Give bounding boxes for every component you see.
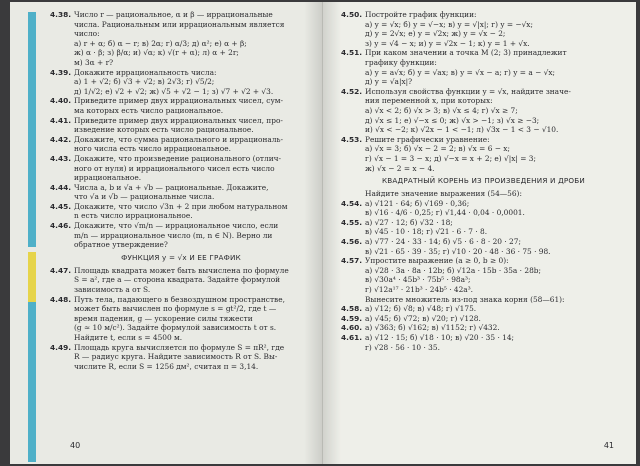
page-number-right: 41 <box>603 441 614 450</box>
exercise-text: число: <box>74 29 100 39</box>
exercise-number <box>50 48 74 58</box>
exercise-number <box>50 285 74 295</box>
exercise-text: а) √121 · 64; б) √169 · 0,36; <box>365 198 470 208</box>
text-line <box>50 125 312 135</box>
text-line <box>341 106 626 116</box>
exercise-text: иррациональное. <box>74 173 142 183</box>
exercise-number <box>50 192 74 202</box>
exercise-number: 4.42. <box>50 134 72 144</box>
exercise-line <box>341 199 626 209</box>
exercise-text: зависимость a от S. <box>74 285 151 295</box>
exercise-text: а) 1 + √2; б) √3 + √2; в) 2√3; г) √5/2; <box>74 77 215 87</box>
exercise-text: а) y = a√x; б) y = √ax; в) y = √x − a; г) y = a − √x; <box>365 67 556 77</box>
page-number-left: 40 <box>70 441 81 450</box>
exercise-text: а) √x < 2; б) √x > 3; в) √x ≤ 4; г) √x ≥ 7; <box>365 105 518 115</box>
exercise-text: Площадь круга вычисляется по формуле S = πR², где <box>74 342 285 352</box>
exercise-number <box>341 247 365 257</box>
exercise-text: ж) √x − 2 = x − 4. <box>365 163 435 173</box>
exercise-line <box>50 96 312 106</box>
exercise-line <box>341 87 626 97</box>
exercise-text: ного числа есть число иррациональное. <box>74 144 231 154</box>
exercise-line <box>50 68 312 78</box>
exercise-number <box>341 29 365 39</box>
text-line <box>50 231 312 241</box>
exercise-text: ж) α · β; з) β/α; и) √α; к) √(r + α); л) α + 2r; <box>74 48 239 58</box>
textbook-spread <box>10 2 636 464</box>
exercise-line <box>341 256 626 266</box>
exercise-number <box>341 106 365 116</box>
exercise-text: в) √45 · 10 · 18; г) √21 · 6 · 7 · 8. <box>365 227 488 237</box>
exercise-number <box>341 68 365 78</box>
text-line <box>341 77 626 87</box>
exercise-number <box>50 314 74 324</box>
exercise-number <box>50 304 74 314</box>
exercise-text: Найдите t, если s = 4500 м. <box>74 333 183 342</box>
exercise-number <box>341 39 365 49</box>
exercise-line <box>341 333 626 343</box>
exercise-text: R — радиус круга. Найдите зависимость R от S. Вы- <box>74 352 278 362</box>
exercise-number <box>341 343 365 353</box>
right-page-content <box>341 10 626 352</box>
exercise-line <box>50 183 312 193</box>
exercise-text: Приведите пример двух иррациональных чисел, про- <box>74 115 283 125</box>
exercise-text: Числа a, b и √a + √b — рациональные. Докажите, <box>74 182 269 192</box>
text-line <box>341 144 626 154</box>
exercise-number <box>341 275 365 285</box>
text-line <box>341 58 626 68</box>
exercise-text: а) √12 · 15; б) √18 · 10; в) √20 · 35 · 14; <box>365 333 515 342</box>
exercise-number <box>50 39 74 49</box>
text-line <box>341 266 626 276</box>
exercise-number <box>341 125 365 135</box>
exercise-text: з) y = √4 − x; и) y = √2x − 1; к) y = 1 + √x. <box>365 38 530 48</box>
exercise-line <box>50 295 312 305</box>
exercise-text: и) √x < −2; к) √2x − 1 < −1; л) √3x − 1 < 3 − √10. <box>365 125 559 135</box>
gutter-shadow <box>323 2 341 464</box>
exercise-number: 4.54. <box>341 198 363 208</box>
exercise-number <box>50 164 74 174</box>
exercise-number <box>341 58 365 68</box>
exercise-number <box>341 266 365 276</box>
exercise-number <box>341 208 365 218</box>
exercise-line <box>341 314 626 324</box>
margin-stripe-yellow <box>28 252 36 302</box>
exercise-line <box>50 266 312 276</box>
exercise-text: а) √x = 3; б) √x − 2 = 2; в) √x = 6 − x; <box>365 144 510 154</box>
exercise-line <box>50 221 312 231</box>
exercise-text: может быть вычислен по формуле s = gt²/2, где t — <box>74 304 277 314</box>
exercise-text: Найдите значение выражения (54—56): <box>365 189 522 199</box>
exercise-number <box>341 295 365 305</box>
exercise-text: м) 3α + r? <box>74 57 114 67</box>
exercise-number: 4.55. <box>341 217 363 227</box>
exercise-number: 4.49. <box>50 342 72 352</box>
text-line <box>50 275 312 285</box>
exercise-line <box>341 237 626 247</box>
exercise-number: 4.59. <box>341 313 363 323</box>
exercise-line <box>50 116 312 126</box>
exercise-text: д) y = √a|x|? <box>365 77 413 87</box>
text-line <box>341 208 626 218</box>
exercise-text: в) √30a⁴ · 45b³ · 75b⁵ · 98a³; <box>365 275 471 285</box>
text-line <box>341 275 626 285</box>
exercise-text: а) √45; б) √72; в) √20; г) √128. <box>365 313 481 323</box>
text-line <box>50 192 312 202</box>
text-line <box>341 39 626 49</box>
exercise-text: обратное утверждение? <box>74 240 168 250</box>
exercise-number: 4.47. <box>50 265 72 275</box>
exercise-number <box>341 77 365 87</box>
exercise-text: ния переменной x, при которых: <box>365 96 493 106</box>
exercise-number <box>50 144 74 154</box>
exercise-number <box>50 29 74 39</box>
exercise-line <box>50 10 312 20</box>
exercise-number <box>341 285 365 295</box>
exercise-line <box>341 48 626 58</box>
text-line <box>341 154 626 164</box>
text-line <box>341 285 626 295</box>
text-line <box>50 173 312 183</box>
exercise-text: г) √12a¹⁷ · 21b³ · 24b⁵ · 42a³. <box>365 285 474 295</box>
exercise-number <box>50 173 74 183</box>
section-heading: ФУНКЦИЯ y = √x И ЕЕ ГРАФИК <box>121 252 241 262</box>
text-line <box>50 87 312 97</box>
exercise-text: Используя свойства функции y = √x, найдите значе- <box>365 86 571 96</box>
exercise-number: 4.50. <box>341 10 363 19</box>
exercise-text: (g ≈ 10 м/с²). Задайте формулой зависимость t от s. <box>74 323 277 333</box>
exercise-number <box>50 323 74 333</box>
exercise-number <box>50 20 74 30</box>
exercise-text: Докажите, что сумма рационального и иррациональ- <box>74 134 283 144</box>
exercise-number <box>341 227 365 237</box>
exercise-line <box>341 323 626 333</box>
exercise-number: 4.44. <box>50 182 72 192</box>
exercise-text: Постройте график функции: <box>365 10 477 19</box>
exercise-line <box>341 135 626 145</box>
exercise-number <box>341 144 365 154</box>
text-line <box>341 247 626 257</box>
exercise-number: 4.56. <box>341 237 363 247</box>
exercise-text: m/n — иррациональное число (m, n ∈ N). Верно ли <box>74 230 273 240</box>
exercise-text: г) √x − 1 = 3 − x; д) √−x = x + 2; е) √|x| = 3; <box>365 153 536 163</box>
text-line <box>50 39 312 49</box>
exercise-number: 4.51. <box>341 48 363 58</box>
text-line <box>50 164 312 174</box>
exercise-number: 4.39. <box>50 67 72 77</box>
exercise-number: 4.60. <box>341 323 363 333</box>
exercise-number <box>50 58 74 68</box>
exercise-text: Докажите, что √m/n — иррациональное число, если <box>74 221 279 231</box>
exercise-text: Приведите пример двух иррациональных чисел, сум- <box>74 96 284 106</box>
exercise-text: а) √363; б) √162; в) √1152; г) √432. <box>365 323 500 333</box>
text-line <box>50 333 312 343</box>
exercise-number: 4.48. <box>50 294 72 304</box>
exercise-text: ного от нуля) и иррационального чисел есть число <box>74 163 275 173</box>
exercise-text: в) √16 · 4/6 · 0,25; г) √1,44 · 0,04 · 0,0001. <box>365 208 525 218</box>
right-page <box>323 2 636 464</box>
exercise-text: а) √27 · 12; б) √32 · 18; <box>365 217 453 227</box>
text-line <box>50 29 312 39</box>
text-line <box>341 20 626 30</box>
text-line <box>341 29 626 39</box>
exercise-number <box>341 96 365 106</box>
exercise-number <box>50 125 74 135</box>
text-line <box>50 362 312 372</box>
text-line <box>341 343 626 353</box>
exercise-text: Докажите, что число √3n + 2 при любом натуральном <box>74 201 288 211</box>
text-line <box>50 240 312 250</box>
text-line <box>341 125 626 135</box>
exercise-text: Упростите выражение (a ≥ 0, b ≥ 0): <box>365 256 509 266</box>
text-line <box>341 295 626 305</box>
exercise-number: 4.57. <box>341 256 363 266</box>
exercise-line <box>341 218 626 228</box>
text-line <box>341 96 626 106</box>
text-line <box>341 164 626 174</box>
text-line <box>50 58 312 68</box>
exercise-number: 4.43. <box>50 153 72 163</box>
exercise-text: графику функции: <box>365 57 437 67</box>
exercise-number <box>341 154 365 164</box>
text-line <box>50 285 312 295</box>
exercise-text: изведение которых есть число рациональное. <box>74 125 254 135</box>
exercise-line <box>50 135 312 145</box>
exercise-text: а) √28 · 3a · 8a · 12b; б) √12a · 15b · 35a · 28b; <box>365 265 542 275</box>
exercise-number <box>50 240 74 250</box>
exercise-text: ма которых есть число рациональное. <box>74 105 224 115</box>
text-line <box>50 323 312 333</box>
exercise-text: Площадь квадрата может быть вычислена по формуле <box>74 265 289 275</box>
exercise-number <box>341 116 365 126</box>
exercise-text: n есть число иррациональное. <box>74 211 193 221</box>
left-page-content <box>50 10 312 371</box>
text-line <box>50 314 312 324</box>
exercise-number <box>50 106 74 116</box>
text-line <box>50 48 312 58</box>
exercise-text: время падения, g — ускорение силы тяжести <box>74 313 253 323</box>
margin-stripe-blue-lower <box>28 302 36 462</box>
exercise-number <box>50 362 74 372</box>
exercise-text: Вынесите множитель из-под знака корня (58—61): <box>365 294 565 304</box>
exercise-text: д) y = 2√x; е) y = √2x; ж) y = √x − 2; <box>365 29 506 39</box>
exercise-number <box>50 231 74 241</box>
exercise-number: 4.52. <box>341 86 363 96</box>
exercise-text: Решите графически уравнение: <box>365 134 490 144</box>
exercise-line <box>50 202 312 212</box>
exercise-text: Докажите, что произведение рационального (отлич- <box>74 153 282 163</box>
exercise-number: 4.53. <box>341 134 363 144</box>
exercise-text: числите R, если S = 1256 дм², считая π = 3,14. <box>74 361 259 371</box>
exercise-text: а) y = √x; б) y = √−x; в) y = √|x|; г) y = −√x; <box>365 19 533 29</box>
exercise-number: 4.38. <box>50 10 72 19</box>
exercise-text: числа. Рациональным или иррациональным является <box>74 19 285 29</box>
exercise-number: 4.41. <box>50 115 72 125</box>
exercise-text: Докажите иррациональность числа: <box>74 67 217 77</box>
exercise-text: что √a и √b — рациональные числа. <box>74 192 215 202</box>
exercise-text: а) √12; б) √8; в) √48; г) √175. <box>365 304 477 314</box>
exercise-number: 4.46. <box>50 221 72 231</box>
exercise-text: д) 1/√2; е) √2 + √2; ж) √5 + √2 − 1; з) √7 + √2 + √3. <box>74 86 274 96</box>
exercise-number <box>50 211 74 221</box>
exercise-text: а) r + α; б) α − r; в) 2α; г) α/3; д) α²; е) α + β; <box>74 38 247 48</box>
exercise-text: в) √21 · 65 · 39 · 35; г) √10 · 20 · 48 · 36 · 75 · 98. <box>365 246 551 256</box>
exercise-text: г) √28 · 56 · 10 · 35. <box>365 342 440 352</box>
exercise-text: а) √77 · 24 · 33 · 14; б) √5 · 6 · 8 · 20 · 27; <box>365 237 521 247</box>
left-page <box>10 2 323 464</box>
exercise-text: Путь тела, падающего в безвоздушном пространстве, <box>74 294 285 304</box>
exercise-number <box>50 77 74 87</box>
exercise-line <box>341 304 626 314</box>
text-line <box>50 211 312 221</box>
text-line <box>50 77 312 87</box>
exercise-text: S = a², где a — сторона квадрата. Задайте формулой <box>74 275 281 285</box>
exercise-number: 4.61. <box>341 333 363 342</box>
exercise-number <box>50 275 74 285</box>
margin-stripe-blue <box>28 12 36 247</box>
exercise-number <box>50 333 74 343</box>
exercise-number <box>50 87 74 97</box>
exercise-number: 4.45. <box>50 201 72 211</box>
exercise-text: При каком значении a точка M (2; 3) принадлежит <box>365 48 567 58</box>
exercise-number <box>341 164 365 174</box>
text-line <box>341 227 626 237</box>
exercise-line <box>341 10 626 20</box>
text-line <box>50 144 312 154</box>
exercise-number: 4.58. <box>341 304 363 314</box>
text-line <box>341 116 626 126</box>
text-line <box>341 189 626 199</box>
exercise-text: Число r — рациональное, α и β — иррациональные <box>74 10 273 19</box>
exercise-number: 4.40. <box>50 96 72 106</box>
text-line <box>50 106 312 116</box>
exercise-number <box>50 352 74 362</box>
exercise-line <box>50 154 312 164</box>
text-line <box>50 20 312 30</box>
exercise-number <box>341 20 365 30</box>
text-line <box>50 352 312 362</box>
text-line <box>341 68 626 78</box>
exercise-line <box>50 343 312 353</box>
section-heading: КВАДРАТНЫЙ КОРЕНЬ ИЗ ПРОИЗВЕДЕНИЯ И ДРОБИ <box>382 176 585 186</box>
exercise-text: д) √x ≤ 1; е) √−x ≤ 0; ж) √x > −1; з) √x ≥ −3; <box>365 115 540 125</box>
exercise-number <box>341 189 365 199</box>
text-line <box>50 304 312 314</box>
